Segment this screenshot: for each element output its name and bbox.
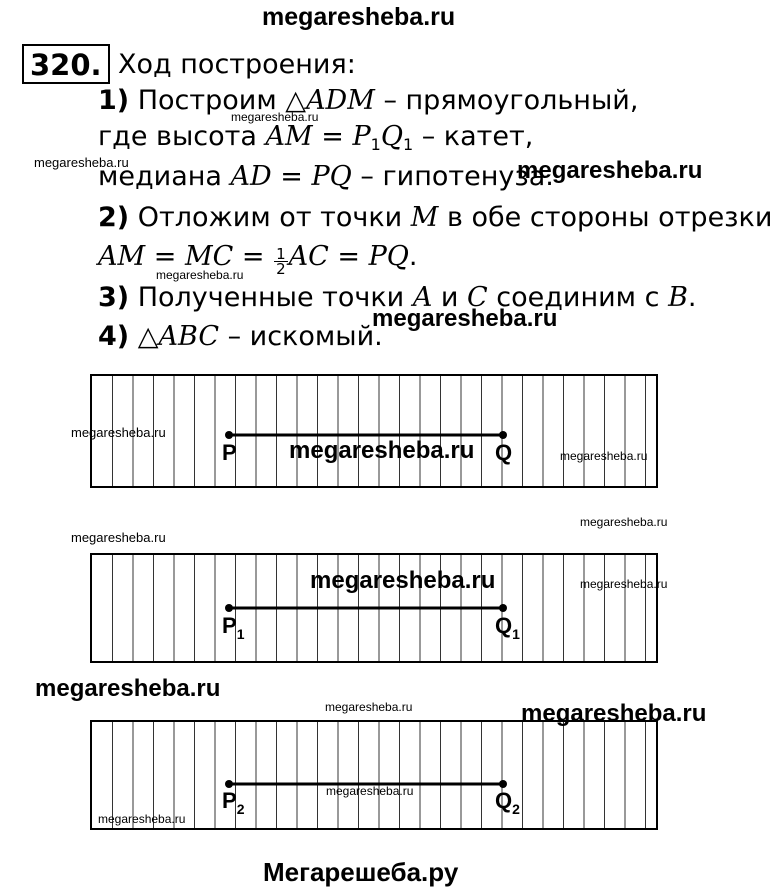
step-text: медиана [98,161,231,192]
step-text: в обе стороны отрезки [438,202,772,233]
subscript: 1 [402,135,414,154]
step-number: 2) [98,202,130,233]
watermark: megaresheba.ru [289,437,475,464]
watermark: megaresheba.ru [326,784,414,798]
watermark: megaresheba.ru [156,268,244,282]
fraction-numerator: 1 [276,245,286,263]
equals: = [328,241,369,272]
equals: = [271,161,312,192]
watermark: megaresheba.ru [310,567,496,594]
step-number: 3) [98,282,130,313]
period: . [408,241,418,272]
watermark: megaresheba.ru [35,675,221,702]
triangle-symbol: △ [137,321,159,352]
step-text: и [432,282,468,313]
math-var: PQ [368,241,409,272]
math-var: ADM [306,85,375,116]
step-text: – гипотенуза. [351,161,554,192]
label-p1: $P_1$ [222,613,245,642]
label-p2: $P_2$ [222,788,245,817]
point-p [225,431,233,439]
math-var: AD [230,161,272,192]
watermark: megaresheba.ru [521,700,707,727]
math-var: AM [98,241,146,272]
equals: = [145,241,185,272]
watermark: megaresheba.ru [71,530,166,545]
step-text: Полученные точки [129,282,413,313]
equals: = [233,241,274,272]
watermark: megaresheba.ru [580,515,668,529]
step-text: – катет, [413,121,534,152]
site-footer: Мегарешеба.ру [263,857,459,887]
label-p: P [222,440,237,465]
equals: = [312,121,353,152]
watermark: megaresheba.ru [231,110,319,124]
point-q [499,431,507,439]
step-text: – искомый. [219,321,383,352]
math-var: AM [265,121,313,152]
watermark: megaresheba.ru [71,425,166,440]
math-var: C [467,282,488,313]
label-q1: $Q_1$ [495,613,520,642]
point-q1 [499,604,507,612]
step-text: соединим с [487,282,669,313]
step-text: Построим [137,85,286,116]
triangle-symbol: △ [285,85,307,116]
problem-intro: Ход построения: [118,49,356,80]
watermark: megaresheba.ru [560,449,648,463]
math-var: AC [288,241,329,272]
watermark: megaresheba.ru [517,157,703,184]
subscript: 1 [370,135,381,154]
problem-number: 320. [22,44,110,84]
point-p2 [225,780,233,788]
math-var: P [352,121,371,152]
step-text: – прямоугольный, [374,85,639,116]
watermark: megaresheba.ru [325,700,413,714]
step-text: где высота [98,121,266,152]
step-number: 4) [98,321,130,352]
fraction-denominator: 2 [276,260,286,278]
math-var: MC [184,241,234,272]
label-q2: $Q_2$ [495,788,520,817]
step-number: 1) [98,85,130,116]
watermark: megaresheba.ru [580,577,668,591]
math-var: M [410,202,439,233]
label-q: Q [495,440,513,465]
site-header: megaresheba.ru [262,3,456,31]
math-var: PQ [311,161,352,192]
math-var: ABC [158,321,219,352]
watermark: megaresheba.ru [98,812,186,826]
math-var: A [412,282,433,313]
watermark: megaresheba.ru [372,305,558,332]
period: . [687,282,697,313]
math-var: Q [380,121,403,152]
point-p1 [225,604,233,612]
math-var: B [668,282,688,313]
watermark: megaresheba.ru [34,155,129,170]
point-q2 [499,780,507,788]
step-text: Отложим от точки [129,202,411,233]
